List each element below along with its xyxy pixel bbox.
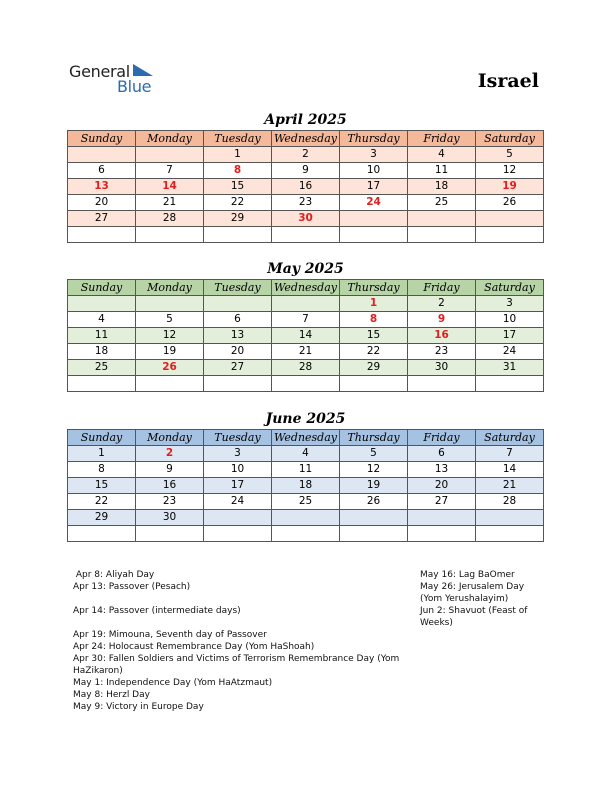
week-row [68, 179, 544, 195]
logo [69, 62, 159, 96]
day-cell: 28 [272, 360, 340, 376]
day-cell: 20 [68, 195, 136, 211]
logo-text-blue: Blue [117, 77, 152, 96]
month-june [67, 409, 544, 542]
day-cell: 12 [136, 328, 204, 344]
weekday-header: Monday [136, 280, 204, 296]
weekday-header: Sunday [68, 280, 136, 296]
weekday-header: Wednesday [272, 430, 340, 446]
day-cell: 4 [408, 147, 476, 163]
day-cell: 19 [476, 179, 544, 195]
day-cell: 29 [340, 360, 408, 376]
day-cell [408, 526, 476, 542]
weekday-header: Tuesday [204, 280, 272, 296]
day-cell: 10 [340, 163, 408, 179]
weekday-header: Thursday [340, 280, 408, 296]
holiday-note: Apr 14: Passover (intermediate days) [73, 606, 241, 616]
day-cell [408, 510, 476, 526]
day-cell: 25 [408, 195, 476, 211]
day-cell: 1 [340, 296, 408, 312]
day-cell: 1 [204, 147, 272, 163]
weekday-header-row [68, 280, 544, 296]
day-cell [340, 211, 408, 227]
day-cell: 4 [272, 446, 340, 462]
day-cell: 24 [340, 195, 408, 211]
day-cell: 5 [476, 147, 544, 163]
weekday-header: Saturday [476, 430, 544, 446]
day-cell: 22 [340, 344, 408, 360]
week-row [68, 344, 544, 360]
day-cell: 12 [476, 163, 544, 179]
day-cell [476, 510, 544, 526]
holiday-note: Apr 13: Passover (Pesach) [73, 582, 191, 592]
holiday-note [73, 593, 413, 605]
day-cell [204, 296, 272, 312]
day-cell: 2 [272, 147, 340, 163]
holiday-note: May 26: Jerusalem Day [420, 582, 525, 592]
weekday-header: Friday [408, 280, 476, 296]
day-cell: 6 [68, 163, 136, 179]
holiday-note: Apr 24: Holocaust Remembrance Day (Yom HaShoah) [73, 642, 315, 652]
day-cell [272, 227, 340, 243]
week-row [68, 462, 544, 478]
day-cell [68, 376, 136, 392]
day-cell: 20 [204, 344, 272, 360]
month-may [67, 259, 544, 392]
day-cell: 6 [408, 446, 476, 462]
day-cell: 26 [476, 195, 544, 211]
weekday-header: Monday [136, 430, 204, 446]
weekday-header: Saturday [476, 280, 544, 296]
day-cell [136, 376, 204, 392]
day-cell [408, 211, 476, 227]
day-cell: 28 [476, 494, 544, 510]
holiday-notes-right [420, 569, 540, 629]
week-row [68, 163, 544, 179]
day-cell: 9 [408, 312, 476, 328]
day-cell [136, 227, 204, 243]
day-cell: 27 [204, 360, 272, 376]
day-cell: 22 [68, 494, 136, 510]
day-cell: 30 [408, 360, 476, 376]
day-cell: 11 [68, 328, 136, 344]
day-cell: 21 [136, 195, 204, 211]
holiday-note: Apr 8: Aliyah Day [73, 570, 155, 580]
day-cell: 9 [272, 163, 340, 179]
weekday-header-row [68, 430, 544, 446]
day-cell: 15 [340, 328, 408, 344]
day-cell: 13 [68, 179, 136, 195]
day-cell: 15 [204, 179, 272, 195]
day-cell: 21 [476, 478, 544, 494]
week-row [68, 360, 544, 376]
day-cell [340, 510, 408, 526]
day-cell: 23 [136, 494, 204, 510]
holiday-note: May 1: Independence Day (Yom HaAtzmaut) [73, 678, 273, 688]
day-cell: 20 [408, 478, 476, 494]
day-cell [204, 376, 272, 392]
day-cell: 14 [136, 179, 204, 195]
weekday-header-row [68, 131, 544, 147]
day-cell: 8 [68, 462, 136, 478]
day-cell: 14 [272, 328, 340, 344]
day-cell: 7 [136, 163, 204, 179]
day-cell: 16 [136, 478, 204, 494]
weekday-header: Friday [408, 131, 476, 147]
day-cell: 5 [136, 312, 204, 328]
weekday-header: Sunday [68, 430, 136, 446]
day-cell: 2 [136, 446, 204, 462]
week-row [68, 312, 544, 328]
day-cell: 11 [272, 462, 340, 478]
day-cell: 30 [272, 211, 340, 227]
day-cell [272, 296, 340, 312]
day-cell: 30 [136, 510, 204, 526]
day-cell: 29 [204, 211, 272, 227]
day-cell: 28 [136, 211, 204, 227]
holiday-note: HaZikaron) [73, 666, 123, 676]
weekday-header: Tuesday [204, 131, 272, 147]
week-row [68, 147, 544, 163]
week-row [68, 227, 544, 243]
month-april [67, 110, 544, 243]
day-cell: 19 [340, 478, 408, 494]
day-cell: 3 [476, 296, 544, 312]
day-cell [68, 296, 136, 312]
weekday-header: Wednesday [272, 131, 340, 147]
week-row [68, 526, 544, 542]
holiday-note: Jun 2: Shavuot (Feast of [420, 606, 528, 616]
day-cell [68, 147, 136, 163]
weekday-header: Thursday [340, 430, 408, 446]
calendar-table [67, 130, 544, 243]
day-cell [272, 510, 340, 526]
day-cell: 9 [136, 462, 204, 478]
day-cell [476, 376, 544, 392]
day-cell: 6 [204, 312, 272, 328]
country-title: Israel [477, 70, 539, 92]
weekday-header: Wednesday [272, 280, 340, 296]
weekday-header: Monday [136, 131, 204, 147]
day-cell [68, 227, 136, 243]
day-cell: 22 [204, 195, 272, 211]
day-cell [136, 296, 204, 312]
holiday-note: Apr 19: Mimouna, Seventh day of Passover [73, 630, 267, 640]
week-row [68, 376, 544, 392]
week-row [68, 510, 544, 526]
holiday-note: May 9: Victory in Europe Day [73, 702, 204, 712]
day-cell: 17 [476, 328, 544, 344]
day-cell [68, 526, 136, 542]
day-cell: 19 [136, 344, 204, 360]
day-cell: 14 [476, 462, 544, 478]
day-cell: 27 [68, 211, 136, 227]
holiday-note: Weeks) [420, 618, 453, 628]
weekday-header: Saturday [476, 131, 544, 147]
day-cell [340, 526, 408, 542]
day-cell: 12 [340, 462, 408, 478]
day-cell: 26 [136, 360, 204, 376]
day-cell: 31 [476, 360, 544, 376]
day-cell: 26 [340, 494, 408, 510]
day-cell: 7 [476, 446, 544, 462]
day-cell [204, 510, 272, 526]
weekday-header: Thursday [340, 131, 408, 147]
day-cell [408, 227, 476, 243]
day-cell: 7 [272, 312, 340, 328]
holiday-note: May 16: Lag BaOmer [420, 570, 515, 580]
day-cell [476, 227, 544, 243]
day-cell: 5 [340, 446, 408, 462]
day-cell: 15 [68, 478, 136, 494]
day-cell: 17 [340, 179, 408, 195]
day-cell: 8 [340, 312, 408, 328]
day-cell: 13 [408, 462, 476, 478]
day-cell: 24 [204, 494, 272, 510]
week-row [68, 211, 544, 227]
week-row [68, 195, 544, 211]
flag-icon [133, 64, 153, 78]
day-cell: 21 [272, 344, 340, 360]
day-cell [340, 376, 408, 392]
week-row [68, 494, 544, 510]
month-title: April 2025 [264, 112, 347, 128]
day-cell: 24 [476, 344, 544, 360]
day-cell [272, 376, 340, 392]
day-cell: 17 [204, 478, 272, 494]
day-cell: 27 [408, 494, 476, 510]
week-row [68, 478, 544, 494]
logo-text-general: General [69, 62, 130, 81]
day-cell [204, 227, 272, 243]
day-cell: 18 [408, 179, 476, 195]
day-cell: 10 [204, 462, 272, 478]
day-cell: 10 [476, 312, 544, 328]
week-row [68, 446, 544, 462]
day-cell: 2 [408, 296, 476, 312]
holiday-note: (Yom Yerushalayim) [420, 594, 509, 604]
holiday-note [73, 617, 413, 629]
weekday-header: Tuesday [204, 430, 272, 446]
day-cell [136, 526, 204, 542]
day-cell [476, 211, 544, 227]
day-cell: 23 [408, 344, 476, 360]
calendar-table [67, 429, 544, 542]
day-cell [476, 526, 544, 542]
day-cell: 8 [204, 163, 272, 179]
day-cell: 23 [272, 195, 340, 211]
weekday-header: Sunday [68, 131, 136, 147]
weekday-header: Friday [408, 430, 476, 446]
week-row [68, 328, 544, 344]
day-cell: 18 [272, 478, 340, 494]
day-cell: 16 [408, 328, 476, 344]
calendar-table [67, 279, 544, 392]
day-cell: 11 [408, 163, 476, 179]
week-row [68, 296, 544, 312]
day-cell: 29 [68, 510, 136, 526]
day-cell [272, 526, 340, 542]
holiday-notes-left [73, 569, 413, 713]
day-cell: 1 [68, 446, 136, 462]
day-cell: 18 [68, 344, 136, 360]
day-cell [408, 376, 476, 392]
day-cell [204, 526, 272, 542]
holiday-note: May 8: Herzl Day [73, 690, 150, 700]
day-cell: 3 [204, 446, 272, 462]
day-cell: 3 [340, 147, 408, 163]
day-cell: 25 [68, 360, 136, 376]
day-cell [340, 227, 408, 243]
day-cell: 4 [68, 312, 136, 328]
day-cell: 25 [272, 494, 340, 510]
day-cell [136, 147, 204, 163]
day-cell: 13 [204, 328, 272, 344]
holiday-note: Apr 30: Fallen Soldiers and Victims of Terrorism Remembrance Day (Yom [73, 654, 400, 664]
month-title: June 2025 [265, 411, 346, 427]
month-title: May 2025 [267, 261, 344, 277]
day-cell: 16 [272, 179, 340, 195]
